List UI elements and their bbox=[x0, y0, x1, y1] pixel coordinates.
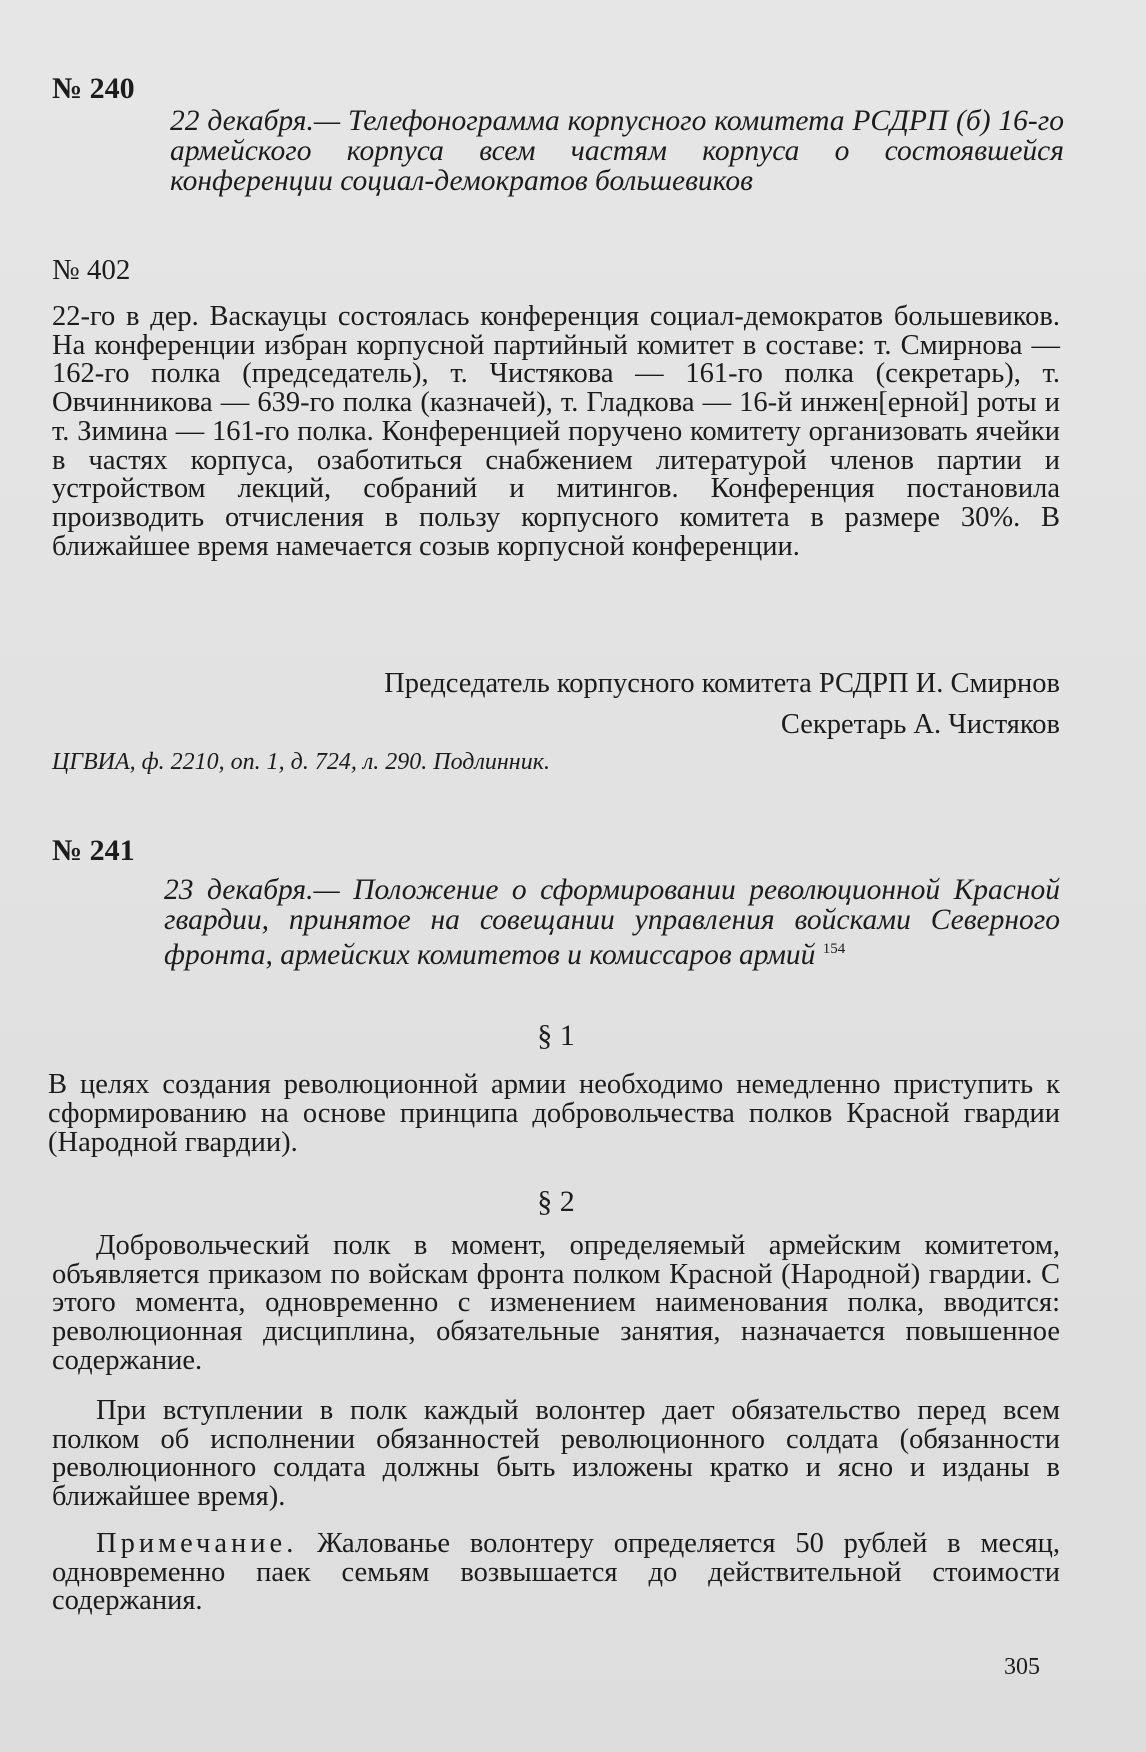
document-body-240: 22-го в дер. Васкауцы состоялась конференция социал-демократов большевиков. На конференции избран корпусной партийный комитет в составе: т. Смирнова — 162-го полка (председатель), т. Чистякова — 161-го полка (секретарь), т. Овчинникова — 639-го полка (казначей), т. Гладкова — 16-й инжен[ерной] роты и т. Зимина — 161-го полка. Конференцией поручено комитету организовать ячейки в частях корпуса, озаботиться снабжением литературой членов партии и устройством лекций, собраний и митингов. Конференция постановила производить отчисления в пользу корпусного комитета в размере 30%. В ближайшее время намечается созыв корпусной конференции. bbox=[52, 301, 1060, 562]
note-text: Жалованье волонтеру определяется 50 рублей в месяц, одновременно паек семьям возвышается до действительной стоимости содержания. bbox=[52, 1528, 1060, 1617]
document-heading-241 bbox=[164, 876, 1060, 970]
section-2-note bbox=[52, 1530, 1060, 1616]
section-1-heading: § 1 bbox=[537, 1019, 575, 1052]
document-number-241: № 241 bbox=[52, 834, 135, 867]
signature-chairman: Председатель корпусного комитета РСДРП И. Смирнов bbox=[384, 668, 1060, 699]
document-heading-240: 22 декабря.— Телефонограмма корпусного комитета РСДРП (б) 16-го армейского корпуса всем частям корпуса о состоявшейся конференции социал-демократов большевиков bbox=[170, 105, 1064, 197]
section-2-paragraph-1: Добровольческий полк в момент, определяемый армейским комитетом, объявляется приказом по войскам фронта полком Красной (Народной) гвардии. С этого момента, одновременно с изменением наименования полка, вводится: революционная дисциплина, обязательные занятия, назначается повышенное содержание. bbox=[52, 1230, 1060, 1376]
document-heading-241-text: 23 декабря.— Положение о сформировании революционной Красной гвардии, принятое на совещании управления войсками Северного фронта, армейских комитетов и комиссаров армий bbox=[164, 874, 1060, 971]
archive-source-reference: ЦГВИА, ф. 2210, оп. 1, д. 724, л. 290. Подлинник. bbox=[52, 749, 550, 775]
signature-secretary: Секретарь А. Чистяков bbox=[780, 709, 1060, 740]
section-1-text: В целях создания революционной армии необходимо немедленно приступить к сформированию на основе принципа добровольчества полков Красной гвардии (Народной гвардии). bbox=[48, 1069, 1060, 1158]
page-number: 305 bbox=[1004, 1654, 1040, 1680]
telephonogram-number: № 402 bbox=[52, 254, 131, 286]
section-2-heading: § 2 bbox=[537, 1185, 575, 1218]
section-2-paragraph-2: При вступлении в полк каждый волонтер дает обязательство перед всем полком об исполнении обязанностей революционного солдата (обязанности революционного солдата должны быть изложены кратко и ясно и изданы в ближайшее время). bbox=[52, 1395, 1060, 1513]
document-number-240: № 240 bbox=[52, 72, 135, 105]
note-label: Примечание. bbox=[96, 1528, 298, 1559]
footnote-reference: 154 bbox=[822, 941, 846, 957]
